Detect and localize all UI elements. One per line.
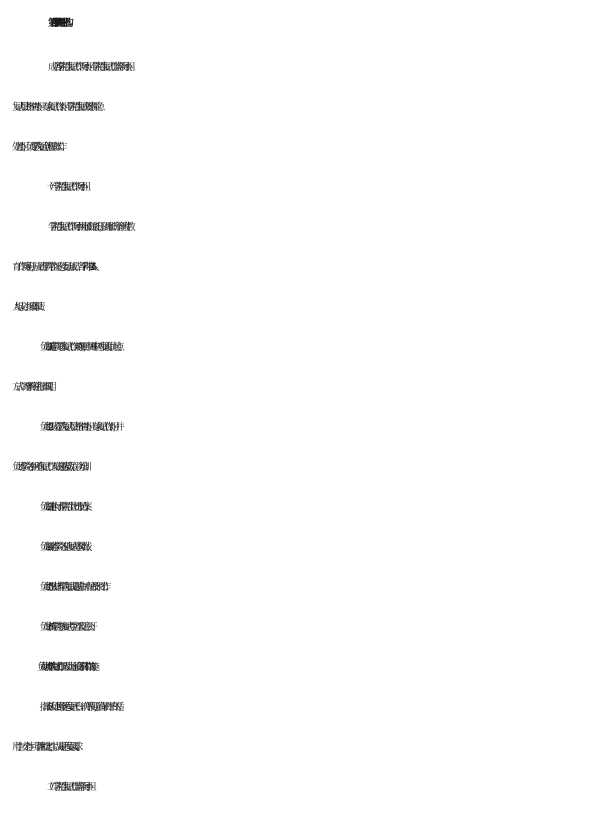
duty-item-line: 方式、调剂条件等进行详细说明； (12, 382, 53, 393)
duty-item-line: 6. 负责审核学院参加复试考生名单及信息公开； (48, 622, 94, 633)
intro-line: 成立各学院招生复试工作领导小组、学院招生复试工作监督领导小组、 (48, 62, 132, 73)
duty-item-line: 负责本学院各小组所有复试工作人员的遴选及政策、业务培训； (12, 462, 88, 473)
duty-item-line: 5. 负责组织安排本学院复试试题的命制、保密及评阅工作； (48, 582, 108, 593)
section-desc-line: 人组成。小组具体职责： (12, 302, 42, 313)
section-heading: （一）学院招生复试工作领导小组 (44, 182, 85, 193)
intro-line: 复试人员资格审查小组、专家复试工作小组、学院招生复试突发事件应急 (12, 102, 99, 113)
duty-item-line: 2. 负责组织成立学院复试人员资格审查小组、专家复试工作小组，并 (48, 422, 118, 433)
duty-item-line: 4. 负责制定本学院各专业复试基本分数线； (48, 542, 89, 553)
article-title: 第四条 学院组织机构 (48, 18, 67, 29)
duty-item-line: 用性、安全性、可靠性和稳定性，以满足远程复试要求。 (12, 742, 80, 753)
duty-item-line: 3. 负责制定执行本学院招生计划分配方案； (48, 502, 89, 513)
section-desc-line: 学院招生复试工作领导小组组长由院长担任，副组长由分管研究生教 (48, 222, 130, 233)
intro-line: 处置小组，负责学院复试全流程具体工作。 (12, 142, 64, 153)
duty-item-line: 1. 负责制定学院具体复试工作实施细则，细则中应对复试时间、地点、 (48, 342, 121, 353)
section-desc-line: 育工作领导担任，成员由学院学位评定分委员会成员、各学科带头人 3—5 (12, 262, 91, 273)
duty-item-line: 8. 指派专人负责网络远程复试平台、软件等问题，确保软件平台的适 (48, 702, 118, 713)
duty-item-line: 7. 负责协调本学院复试工作所需人员、场地、设备等具体工作的实施； (48, 662, 95, 673)
section-heading: （二）学院招生复试工作监督领导小组 (44, 782, 90, 793)
